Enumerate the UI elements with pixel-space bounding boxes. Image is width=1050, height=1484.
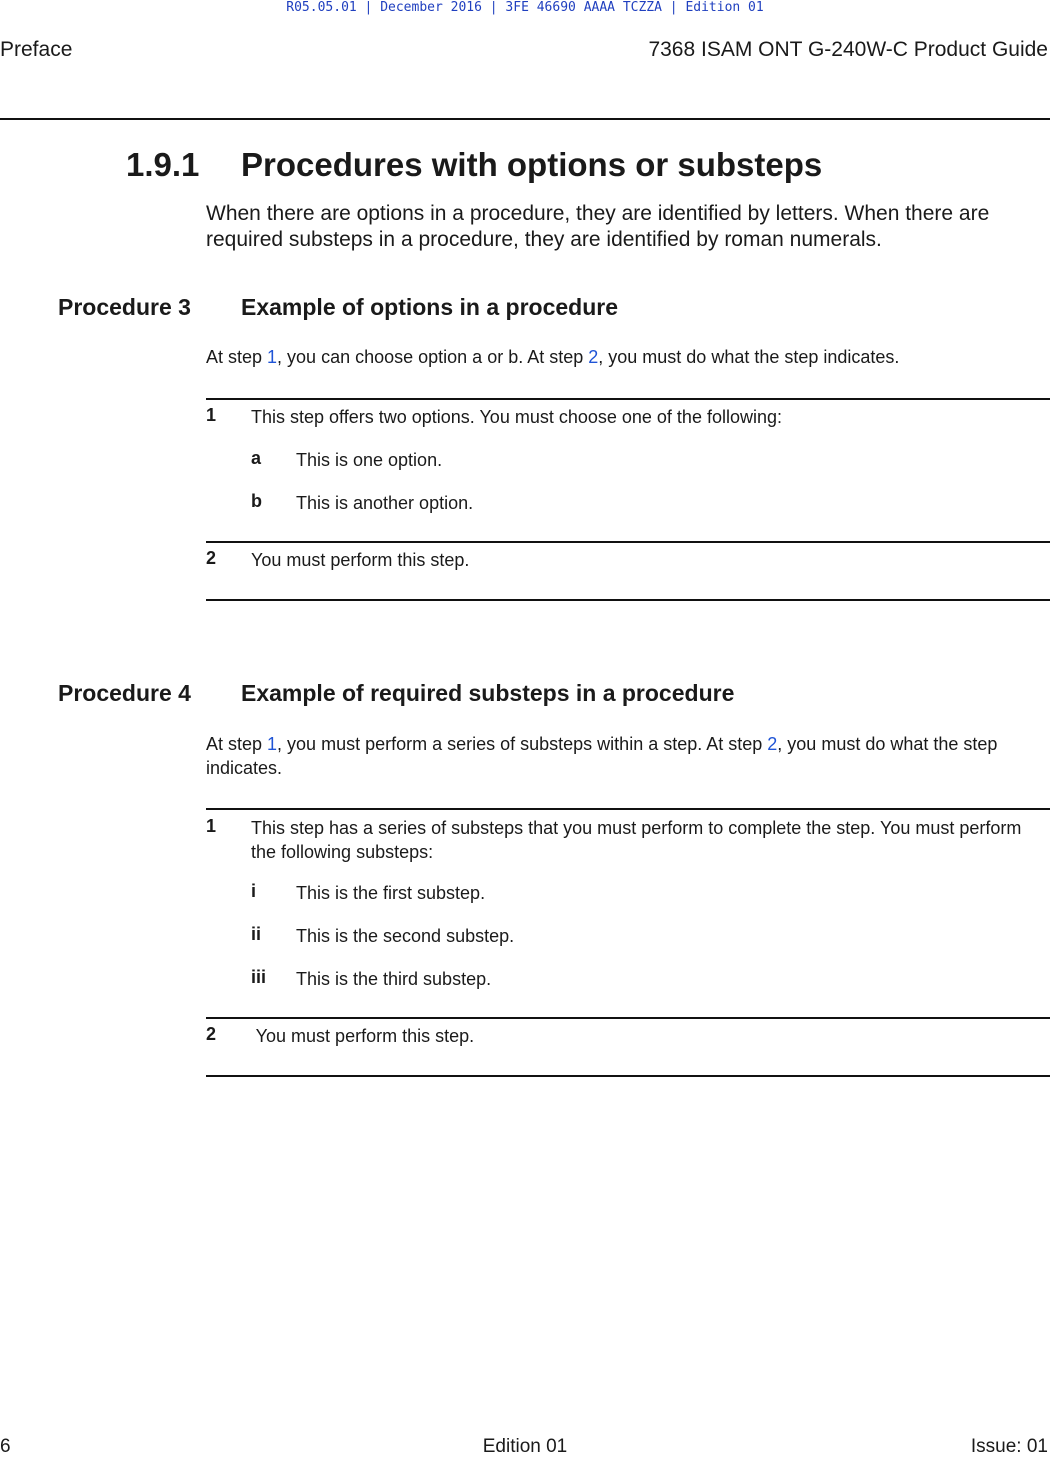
intro-text: At step — [206, 734, 268, 754]
procedure-4-label: Procedure 4 — [58, 680, 191, 706]
footer-issue: Issue: 01 — [970, 1436, 1048, 1457]
step-divider — [206, 541, 1050, 543]
procedure-3-label: Procedure 3 — [58, 294, 191, 320]
step-2-link[interactable]: 2 — [767, 734, 778, 754]
procedure-3-title: Example of options in a procedure — [241, 294, 619, 320]
step-text: This step offers two options. You must choose one of the following: — [251, 407, 782, 427]
step-1-link[interactable]: 1 — [267, 347, 278, 367]
step-1-link[interactable]: 1 — [267, 734, 278, 754]
procedure-end-divider — [206, 599, 1050, 601]
intro-text: , you can choose option a or b. At step — [277, 347, 589, 367]
section-heading — [126, 146, 822, 184]
step-number: 1 — [206, 816, 217, 836]
step-2-link[interactable]: 2 — [588, 347, 599, 367]
footer-page-number: 6 — [0, 1436, 11, 1457]
step-number: 1 — [206, 405, 217, 425]
header-divider — [0, 118, 1050, 120]
intro-text: , you must do what the step indicates. — [598, 347, 900, 367]
option-text: This is one option. — [296, 450, 443, 470]
procedure-3-heading — [58, 294, 618, 321]
substep-text: This is the first substep. — [296, 883, 486, 903]
header-section-name: Preface — [0, 38, 73, 61]
step-divider — [206, 1017, 1050, 1019]
procedure-4-title: Example of required substeps in a procedure — [241, 680, 735, 706]
intro-text: , you must do what the step indicates. — [206, 734, 998, 778]
substep-text: This is the second substep. — [296, 926, 515, 946]
step-text: You must perform this step. — [251, 550, 470, 570]
step-text: You must perform this step. — [251, 1026, 475, 1046]
procedure-3-intro — [206, 345, 1046, 369]
substep-label: ii — [251, 924, 262, 944]
section-title: Procedures with options or substeps — [241, 146, 823, 183]
section-number: 1.9.1 — [126, 146, 200, 183]
section-intro: When there are options in a procedure, they are identified by letters. When there are required substeps in a procedure, they are identified by roman numerals. — [206, 202, 990, 251]
intro-text: , you must perform a series of substeps within a step. At step — [277, 734, 768, 754]
procedure-4-intro — [206, 732, 1046, 780]
procedure-4-heading — [58, 680, 734, 707]
step-number: 2 — [206, 1024, 217, 1044]
procedure-end-divider — [206, 1075, 1050, 1077]
step-text: This step has a series of substeps that you must perform to complete the step. You must perform the following substeps: — [251, 818, 1022, 862]
option-label: a — [251, 448, 262, 468]
step-divider — [206, 808, 1050, 810]
intro-text: At step — [206, 347, 268, 367]
document-watermark: R05.05.01 | December 2016 | 3FE 46690 AAAA TCZZA | Edition 01 — [286, 0, 764, 15]
footer-edition: Edition 01 — [482, 1436, 568, 1457]
substep-text: This is the third substep. — [296, 969, 492, 989]
step-divider — [206, 398, 1050, 400]
substep-label: i — [251, 881, 257, 901]
substep-label: iii — [251, 967, 267, 987]
step-number: 2 — [206, 548, 217, 568]
option-text: This is another option. — [296, 493, 474, 513]
option-label: b — [251, 491, 262, 511]
header-document-title: 7368 ISAM ONT G-240W-C Product Guide — [648, 38, 1048, 61]
